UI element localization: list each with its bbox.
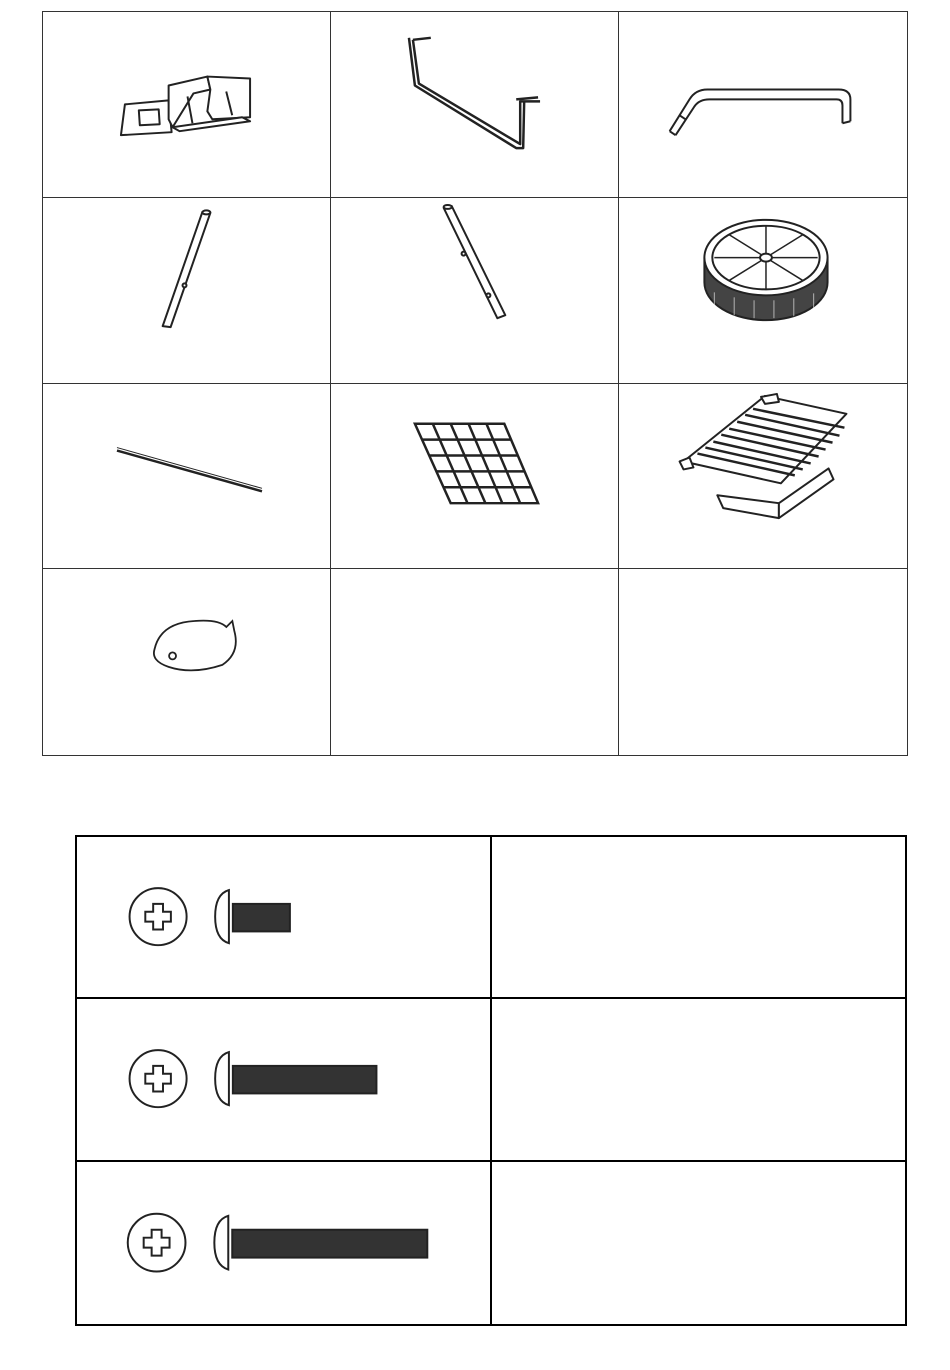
mounting-bracket-icon xyxy=(43,12,330,197)
wheel-icon xyxy=(619,198,907,383)
screw-table xyxy=(75,835,907,1326)
empty-cell xyxy=(331,569,619,755)
handle-bar-icon xyxy=(619,12,907,197)
part-cell xyxy=(43,198,331,384)
screw-cell xyxy=(77,999,492,1161)
part-cell xyxy=(619,384,907,570)
parts-grid xyxy=(42,11,908,756)
support-bar-icon xyxy=(331,12,618,197)
cooking-grate-icon xyxy=(331,384,618,569)
long-screw-icon xyxy=(77,1162,490,1324)
screw-description-cell xyxy=(492,999,905,1161)
part-cell xyxy=(619,198,907,384)
part-cell xyxy=(331,12,619,198)
screw-description-cell xyxy=(492,1162,905,1324)
leg-tube-icon xyxy=(43,198,330,383)
part-cell xyxy=(331,384,619,570)
short-screw-icon xyxy=(77,837,490,997)
washer-plate-icon xyxy=(43,569,330,755)
part-cell xyxy=(43,384,331,570)
empty-cell xyxy=(619,569,907,755)
screw-description-cell xyxy=(492,837,905,999)
leg-tube-with-holes-icon xyxy=(331,198,618,383)
part-cell xyxy=(331,198,619,384)
part-cell xyxy=(43,569,331,755)
part-cell xyxy=(619,12,907,198)
screw-cell xyxy=(77,1162,492,1324)
charcoal-tray-icon xyxy=(619,384,907,569)
screw-cell xyxy=(77,837,492,999)
axle-rod-icon xyxy=(43,384,330,569)
medium-screw-icon xyxy=(77,999,490,1159)
part-cell xyxy=(43,12,331,198)
